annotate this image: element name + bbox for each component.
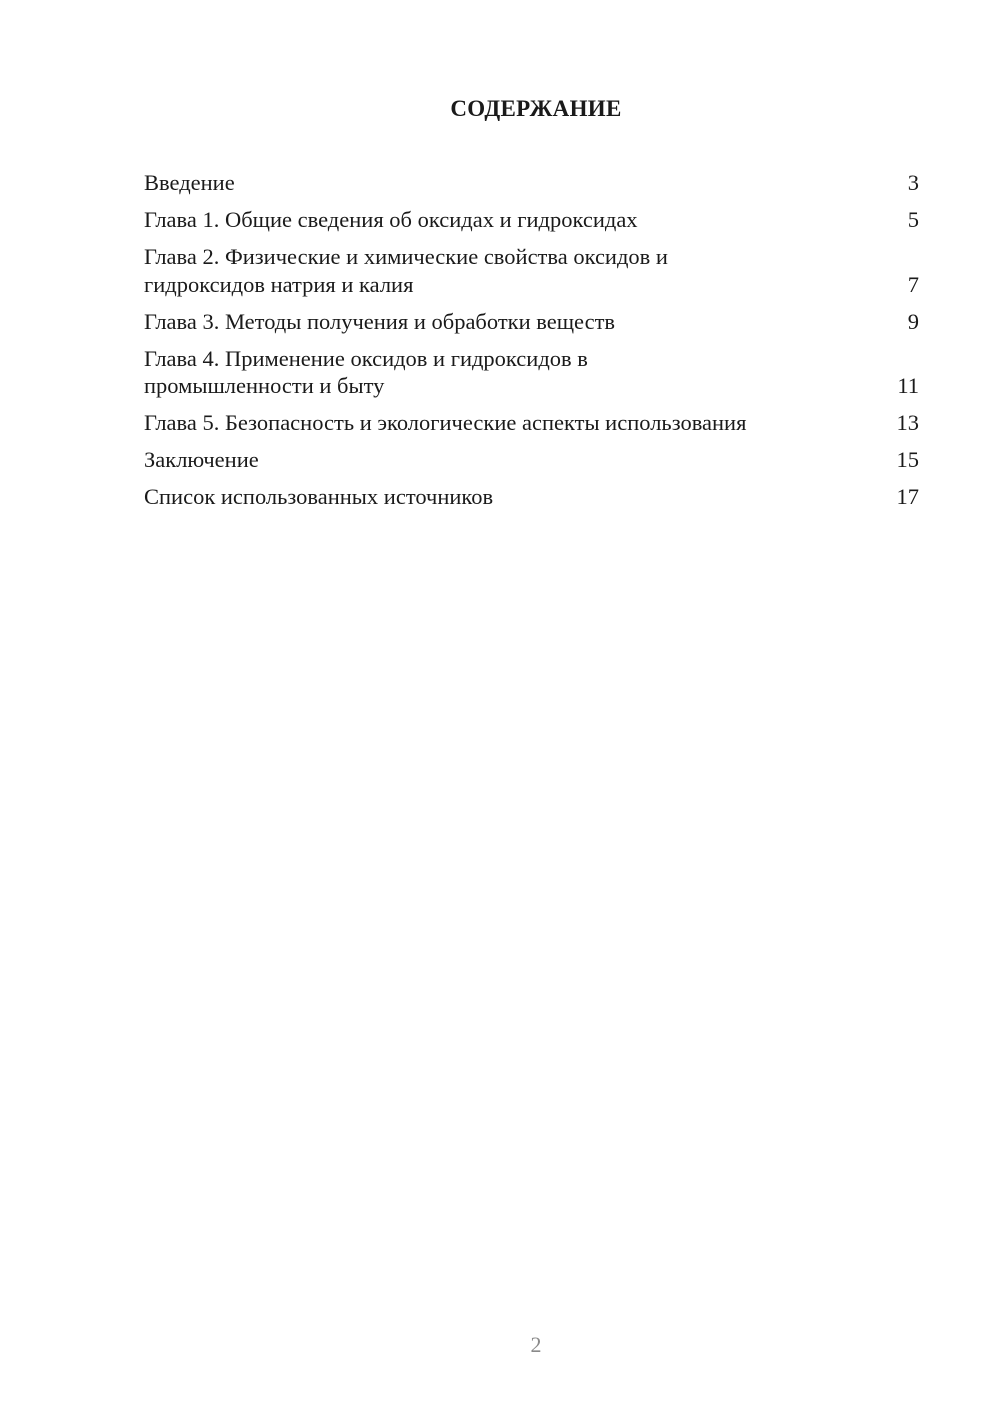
toc-entry-chapter-5 (144, 409, 919, 437)
toc-entry-page: 7 (907, 271, 919, 297)
table-of-contents (144, 169, 919, 520)
toc-entry-page: 15 (896, 447, 919, 472)
toc-entry-chapter-3 (144, 308, 919, 336)
toc-entry-conclusion (144, 446, 919, 474)
toc-entry-label: Глава 3. Методы получения и обработки веществ (144, 308, 616, 334)
toc-entry-chapter-1 (144, 206, 919, 234)
toc-entry-chapter-2 (144, 243, 919, 298)
toc-entry-chapter-4 (144, 345, 919, 400)
toc-entry-references (144, 483, 919, 511)
toc-entry-label: Глава 4. Применение оксидов и гидроксидов в промышленности и быту (144, 345, 588, 398)
toc-entry-page: 3 (907, 170, 919, 195)
toc-entry-label: Список использованных источников (144, 484, 494, 509)
toc-entry-label: Глава 5. Безопасность и экологические аспекты использования (144, 410, 747, 435)
toc-entry-label: Заключение (144, 447, 259, 472)
page-title: СОДЕРЖАНИЕ (450, 96, 622, 121)
toc-entry-label: Глава 1. Общие сведения об оксидах и гидроксидах (144, 207, 638, 232)
toc-entry-page: 5 (907, 207, 919, 232)
toc-entry-introduction (144, 169, 919, 197)
toc-entry-page: 9 (907, 308, 919, 334)
toc-entry-label: Введение (144, 170, 235, 195)
page-number: 2 (530, 1332, 542, 1357)
toc-entry-page: 11 (897, 373, 919, 398)
toc-entry-label: Глава 2. Физические и химические свойства оксидов и гидроксидов натрия и калия (144, 244, 668, 297)
toc-entry-page: 13 (896, 410, 919, 435)
toc-entry-page: 17 (896, 484, 919, 509)
